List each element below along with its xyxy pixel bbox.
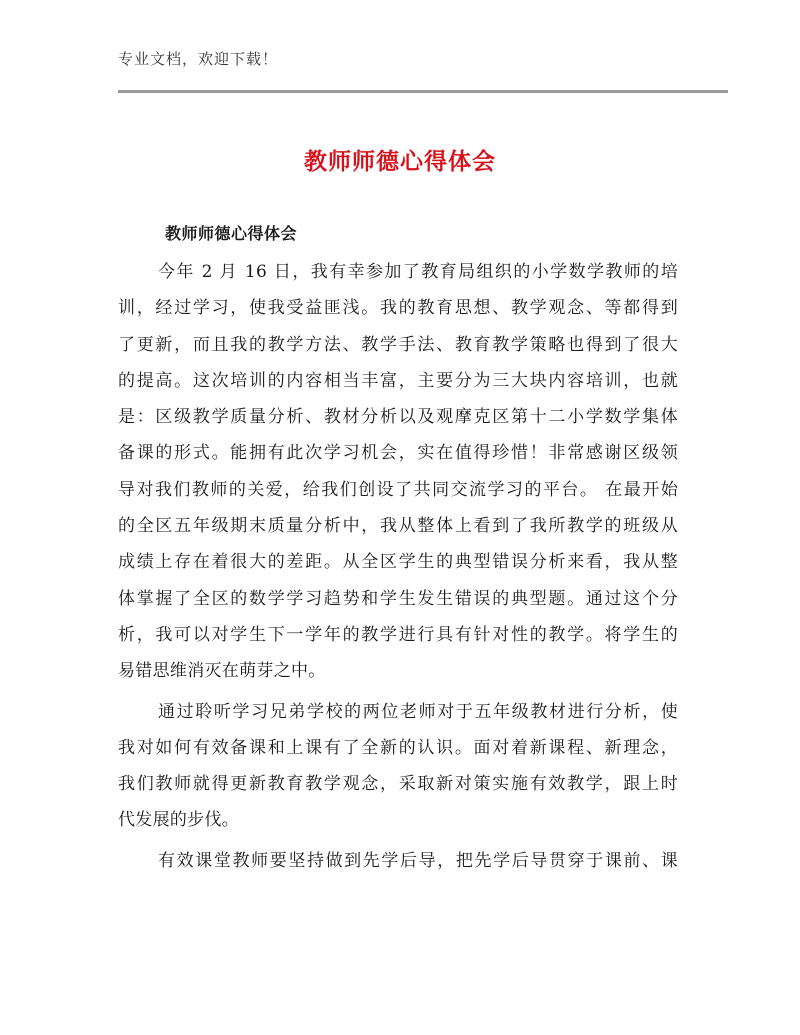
paragraph-line: 备课的形式。能拥有此次学习机会，实在值得珍惜！非常感谢区级领 xyxy=(118,443,678,464)
paragraph-line: 析，我可以对学生下一学年的教学进行具有针对性的教学。将学生的 xyxy=(118,624,678,645)
paragraph-line: 代发展的步伐。 xyxy=(118,810,240,831)
paragraph-line: 成绩上存在着很大的差距。从全区学生的典型错误分析来看，我从整 xyxy=(118,552,678,573)
header-divider xyxy=(118,90,728,93)
paragraph-line: 通过聆听学习兄弟学校的两位老师对于五年级教材进行分析，使 xyxy=(158,701,678,722)
paragraph-line: 今年 2 月 16 日，我有幸参加了教育局组织的小学数学教师的培 xyxy=(158,262,678,282)
paragraph-line: 有效课堂教师要坚持做到先学后导，把先学后导贯穿于课前、课 xyxy=(158,850,678,871)
document-subheading: 教师师德心得体会 xyxy=(165,224,298,243)
paragraph-line: 导对我们教师的关爱，给我们创设了共同交流学习的平台。 在最开始 xyxy=(118,479,678,500)
header-note: 专业文档，欢迎下载！ xyxy=(118,50,279,68)
paragraph-line: 易错思维消灭在萌芽之中。 xyxy=(118,661,326,682)
paragraph-line: 训，经过学习，使我受益匪浅。我的教育思想、教学观念、等都得到 xyxy=(118,298,678,319)
paragraph-line: 了更新，而且我的教学方法、教学手法、教育教学策略也得到了很大 xyxy=(118,334,678,355)
document-title: 教师师德心得体会 xyxy=(304,149,496,175)
paragraph-line: 我们教师就得更新教育教学观念，采取新对策实施有效教学，跟上时 xyxy=(118,774,678,795)
paragraph-line: 体掌握了全区的数学学习趋势和学生发生错误的典型题。通过这个分 xyxy=(118,588,678,609)
paragraph-line: 是：区级教学质量分析、教材分析以及观摩克区第十二小学数学集体 xyxy=(118,407,678,428)
paragraph-line: 我对如何有效备课和上课有了全新的认识。面对着新课程、新理念， xyxy=(118,737,678,758)
paragraph-line: 的提高。这次培训的内容相当丰富，主要分为三大块内容培训，也就 xyxy=(118,370,678,391)
document-body xyxy=(118,254,678,879)
paragraph-line: 的全区五年级期末质量分析中，我从整体上看到了我所教学的班级从 xyxy=(118,516,678,537)
